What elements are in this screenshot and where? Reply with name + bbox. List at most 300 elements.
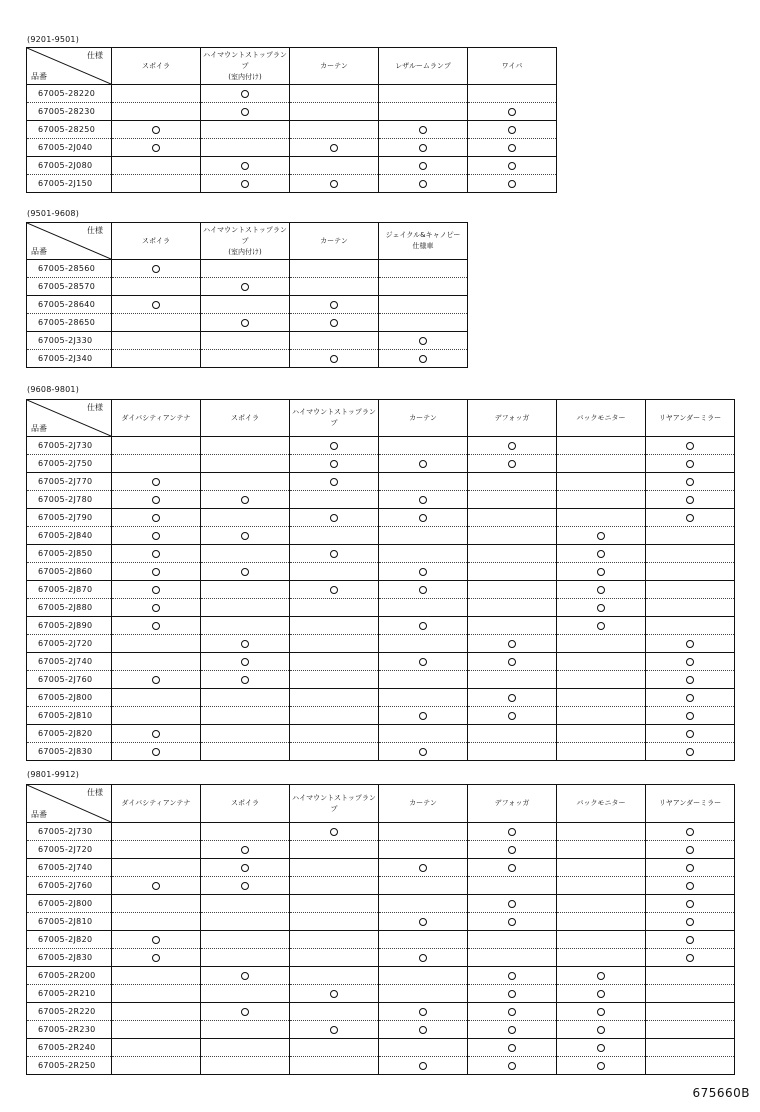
- table-row: [27, 967, 735, 985]
- spec-cell: [557, 1057, 646, 1075]
- circle-mark-icon: [152, 622, 160, 630]
- table-row: [27, 157, 557, 175]
- spec-cell: [379, 545, 468, 563]
- circle-mark-icon: [597, 622, 605, 630]
- circle-mark-icon: [686, 882, 694, 890]
- spec-cell: [290, 743, 379, 761]
- part-number: 67005-2J780: [27, 491, 112, 509]
- spec-cell: [468, 823, 557, 841]
- spec-cell: [557, 599, 646, 617]
- spec-cell: [290, 1057, 379, 1075]
- part-number: 67005-28560: [27, 260, 112, 278]
- part-number: 67005-2J830: [27, 743, 112, 761]
- circle-mark-icon: [686, 828, 694, 836]
- spec-cell: [201, 581, 290, 599]
- circle-mark-icon: [508, 1062, 516, 1070]
- spec-cell: [379, 1021, 468, 1039]
- spec-cell: [557, 725, 646, 743]
- circle-mark-icon: [508, 918, 516, 926]
- spec-cell: [290, 473, 379, 491]
- table-row: [27, 949, 735, 967]
- spec-cell: [290, 278, 379, 296]
- spec-cell: [112, 877, 201, 895]
- circle-mark-icon: [330, 319, 338, 327]
- column-header: スポイラ: [201, 400, 290, 437]
- spec-cell: [379, 157, 468, 175]
- spec-cell: [557, 823, 646, 841]
- spec-cell: [201, 1057, 290, 1075]
- spec-cell: [290, 85, 379, 103]
- spec-cell: [379, 877, 468, 895]
- spec-cell: [290, 859, 379, 877]
- column-header: バックモニター: [557, 785, 646, 823]
- spec-cell: [646, 743, 735, 761]
- column-header: カーテン: [290, 48, 379, 85]
- spec-cell: [646, 473, 735, 491]
- spec-cell: [112, 599, 201, 617]
- circle-mark-icon: [241, 283, 249, 291]
- spec-cell: [201, 617, 290, 635]
- spec-cell: [379, 599, 468, 617]
- circle-mark-icon: [419, 355, 427, 363]
- spec-cell: [468, 1021, 557, 1039]
- circle-mark-icon: [241, 162, 249, 170]
- spec-cell: [201, 635, 290, 653]
- spec-cell: [379, 617, 468, 635]
- part-number: 67005-2J830: [27, 949, 112, 967]
- spec-cell: [201, 689, 290, 707]
- circle-mark-icon: [597, 550, 605, 558]
- spec-cell: [290, 877, 379, 895]
- table-row: [27, 581, 735, 599]
- spec-cell: [646, 823, 735, 841]
- spec-cell: [646, 491, 735, 509]
- circle-mark-icon: [508, 442, 516, 450]
- circle-mark-icon: [241, 972, 249, 980]
- circle-mark-icon: [330, 355, 338, 363]
- circle-mark-icon: [686, 900, 694, 908]
- circle-mark-icon: [152, 676, 160, 684]
- table-row: [27, 563, 735, 581]
- spec-cell: [201, 437, 290, 455]
- circle-mark-icon: [330, 514, 338, 522]
- spec-cell: [290, 671, 379, 689]
- table-row: [27, 103, 557, 121]
- spec-cell: [201, 121, 290, 139]
- circle-mark-icon: [152, 882, 160, 890]
- circle-mark-icon: [241, 676, 249, 684]
- spec-cell: [112, 278, 201, 296]
- spec-cell: [112, 913, 201, 931]
- table-row: [27, 707, 735, 725]
- header-row: [27, 400, 735, 437]
- circle-mark-icon: [508, 990, 516, 998]
- circle-mark-icon: [419, 586, 427, 594]
- spec-cell: [379, 121, 468, 139]
- part-number: 67005-2J810: [27, 707, 112, 725]
- circle-mark-icon: [241, 90, 249, 98]
- spec-cell: [379, 841, 468, 859]
- spec-cell: [112, 1057, 201, 1075]
- circle-mark-icon: [508, 144, 516, 152]
- circle-mark-icon: [686, 954, 694, 962]
- spec-cell: [112, 260, 201, 278]
- column-header: ダイバシティアンテナ: [112, 400, 201, 437]
- table-row: [27, 296, 468, 314]
- spec-cell: [557, 985, 646, 1003]
- spec-cell: [201, 707, 290, 725]
- spec-cell: [468, 175, 557, 193]
- table-row: [27, 1039, 735, 1057]
- spec-cell: [557, 653, 646, 671]
- spec-cell: [646, 1021, 735, 1039]
- spec-cell: [290, 1039, 379, 1057]
- spec-cell: [379, 491, 468, 509]
- spec-cell: [112, 1003, 201, 1021]
- spec-cell: [468, 967, 557, 985]
- circle-mark-icon: [686, 748, 694, 756]
- spec-cell: [557, 967, 646, 985]
- spec-cell: [646, 455, 735, 473]
- spec-cell: [201, 949, 290, 967]
- circle-mark-icon: [597, 586, 605, 594]
- circle-mark-icon: [419, 918, 427, 926]
- spec-cell: [112, 841, 201, 859]
- spec-cell: [290, 653, 379, 671]
- spec-cell: [379, 278, 468, 296]
- spec-cell: [468, 653, 557, 671]
- spec-cell: [557, 707, 646, 725]
- spec-cell: [112, 671, 201, 689]
- part-number: 67005-2J730: [27, 823, 112, 841]
- spec-cell: [201, 913, 290, 931]
- part-number: 67005-2J860: [27, 563, 112, 581]
- spec-cell: [379, 139, 468, 157]
- spec-cell: [468, 1039, 557, 1057]
- circle-mark-icon: [241, 180, 249, 188]
- circle-mark-icon: [597, 1008, 605, 1016]
- spec-cell: [379, 653, 468, 671]
- table-row: [27, 743, 735, 761]
- spec-cell: [646, 985, 735, 1003]
- spec-cell: [468, 931, 557, 949]
- circle-mark-icon: [597, 990, 605, 998]
- circle-mark-icon: [686, 918, 694, 926]
- table-row: [27, 671, 735, 689]
- circle-mark-icon: [686, 730, 694, 738]
- spec-cell: [468, 707, 557, 725]
- spec-cell: [201, 260, 290, 278]
- spec-cell: [557, 617, 646, 635]
- spec-cell: [290, 296, 379, 314]
- circle-mark-icon: [241, 882, 249, 890]
- spec-cell: [379, 332, 468, 350]
- corner-header: [27, 48, 112, 85]
- circle-mark-icon: [330, 1026, 338, 1034]
- spec-cell: [112, 653, 201, 671]
- spec-cell: [290, 1021, 379, 1039]
- column-header: ハイマウントストップランプ (室内付け): [201, 48, 290, 85]
- table-row: [27, 332, 468, 350]
- part-number: 67005-2J790: [27, 509, 112, 527]
- circle-mark-icon: [508, 900, 516, 908]
- table-row: [27, 473, 735, 491]
- circle-mark-icon: [152, 730, 160, 738]
- circle-mark-icon: [152, 532, 160, 540]
- table-row: [27, 859, 735, 877]
- column-header: ジェイクル&キャノピー 仕様車: [379, 223, 468, 260]
- part-number: 67005-28640: [27, 296, 112, 314]
- period-label: (9608-9801): [27, 385, 80, 394]
- spec-cell: [379, 859, 468, 877]
- circle-mark-icon: [419, 126, 427, 134]
- spec-cell: [379, 296, 468, 314]
- spec-cell: [468, 689, 557, 707]
- spec-cell: [379, 581, 468, 599]
- column-header: ダイバシティアンテナ: [112, 785, 201, 823]
- document-id: 675660B: [692, 1086, 750, 1100]
- spec-cell: [112, 563, 201, 581]
- column-header: カーテン: [379, 785, 468, 823]
- spec-cell: [379, 743, 468, 761]
- spec-cell: [112, 725, 201, 743]
- part-number: 67005-28650: [27, 314, 112, 332]
- table-row: [27, 437, 735, 455]
- spec-cell: [201, 491, 290, 509]
- header-row: [27, 48, 557, 85]
- spec-cell: [557, 455, 646, 473]
- circle-mark-icon: [419, 1008, 427, 1016]
- spec-cell: [112, 931, 201, 949]
- spec-table: [26, 47, 557, 193]
- circle-mark-icon: [241, 846, 249, 854]
- spec-cell: [201, 1039, 290, 1057]
- spec-cell: [379, 1003, 468, 1021]
- circle-mark-icon: [419, 712, 427, 720]
- spec-cell: [557, 509, 646, 527]
- part-number: 67005-2J760: [27, 877, 112, 895]
- spec-cell: [112, 509, 201, 527]
- spec-cell: [201, 455, 290, 473]
- spec-cell: [290, 527, 379, 545]
- spec-cell: [201, 1003, 290, 1021]
- spec-cell: [646, 931, 735, 949]
- spec-cell: [646, 599, 735, 617]
- table-row: [27, 653, 735, 671]
- spec-cell: [468, 877, 557, 895]
- spec-cell: [290, 260, 379, 278]
- spec-cell: [201, 967, 290, 985]
- spec-cell: [112, 350, 201, 368]
- spec-cell: [468, 527, 557, 545]
- spec-cell: [112, 175, 201, 193]
- spec-cell: [379, 455, 468, 473]
- part-number: 67005-2J080: [27, 157, 112, 175]
- spec-cell: [290, 967, 379, 985]
- spec-cell: [290, 455, 379, 473]
- table-row: [27, 1021, 735, 1039]
- column-header: ワイパ: [468, 48, 557, 85]
- spec-cell: [201, 103, 290, 121]
- column-header: レザルームランプ: [379, 48, 468, 85]
- spec-cell: [557, 931, 646, 949]
- spec-cell: [468, 1057, 557, 1075]
- circle-mark-icon: [597, 1026, 605, 1034]
- circle-mark-icon: [686, 936, 694, 944]
- table-row: [27, 491, 735, 509]
- part-number-label: 品番: [31, 810, 47, 819]
- spec-cell: [646, 725, 735, 743]
- part-number: 67005-2J800: [27, 895, 112, 913]
- spec-label: 仕様: [87, 226, 103, 235]
- spec-cell: [557, 581, 646, 599]
- spec-cell: [290, 895, 379, 913]
- circle-mark-icon: [508, 460, 516, 468]
- spec-cell: [646, 967, 735, 985]
- spec-cell: [112, 527, 201, 545]
- spec-cell: [112, 1039, 201, 1057]
- circle-mark-icon: [152, 514, 160, 522]
- spec-cell: [646, 895, 735, 913]
- spec-cell: [379, 671, 468, 689]
- spec-table: [26, 222, 468, 368]
- spec-cell: [557, 671, 646, 689]
- spec-cell: [557, 527, 646, 545]
- spec-cell: [112, 314, 201, 332]
- circle-mark-icon: [508, 864, 516, 872]
- circle-mark-icon: [419, 748, 427, 756]
- part-number-label: 品番: [31, 424, 47, 433]
- table-row: [27, 455, 735, 473]
- circle-mark-icon: [241, 640, 249, 648]
- spec-cell: [201, 985, 290, 1003]
- spec-cell: [646, 877, 735, 895]
- spec-cell: [112, 617, 201, 635]
- spec-cell: [468, 139, 557, 157]
- circle-mark-icon: [241, 108, 249, 116]
- column-header: ハイマウントストップランプ (室内付け): [201, 223, 290, 260]
- circle-mark-icon: [330, 990, 338, 998]
- spec-cell: [112, 545, 201, 563]
- circle-mark-icon: [686, 640, 694, 648]
- spec-cell: [290, 599, 379, 617]
- part-number: 67005-2J730: [27, 437, 112, 455]
- spec-cell: [379, 437, 468, 455]
- table-row: [27, 545, 735, 563]
- spec-cell: [379, 823, 468, 841]
- part-number: 67005-2J820: [27, 725, 112, 743]
- table-row: [27, 689, 735, 707]
- spec-cell: [557, 895, 646, 913]
- spec-cell: [557, 743, 646, 761]
- spec-cell: [201, 725, 290, 743]
- spec-cell: [290, 725, 379, 743]
- spec-cell: [646, 1057, 735, 1075]
- spec-cell: [379, 1039, 468, 1057]
- header-row: [27, 223, 468, 260]
- spec-cell: [557, 1039, 646, 1057]
- spec-cell: [468, 545, 557, 563]
- spec-cell: [290, 139, 379, 157]
- column-header: リヤアンダーミラー: [646, 785, 735, 823]
- spec-cell: [112, 635, 201, 653]
- corner-header: [27, 223, 112, 260]
- spec-cell: [646, 1003, 735, 1021]
- spec-table: [26, 399, 735, 761]
- spec-cell: [290, 350, 379, 368]
- spec-cell: [379, 260, 468, 278]
- spec-cell: [646, 509, 735, 527]
- spec-cell: [201, 823, 290, 841]
- circle-mark-icon: [508, 828, 516, 836]
- circle-mark-icon: [241, 864, 249, 872]
- circle-mark-icon: [419, 162, 427, 170]
- table-row: [27, 1057, 735, 1075]
- circle-mark-icon: [419, 496, 427, 504]
- spec-cell: [468, 121, 557, 139]
- table-row: [27, 985, 735, 1003]
- corner-header: [27, 400, 112, 437]
- table-row: [27, 635, 735, 653]
- spec-cell: [112, 473, 201, 491]
- circle-mark-icon: [419, 658, 427, 666]
- spec-cell: [557, 859, 646, 877]
- table-row: [27, 1003, 735, 1021]
- circle-mark-icon: [419, 1026, 427, 1034]
- part-number: 67005-2J740: [27, 859, 112, 877]
- spec-cell: [646, 913, 735, 931]
- spec-cell: [468, 85, 557, 103]
- part-number: 67005-2J800: [27, 689, 112, 707]
- spec-cell: [557, 473, 646, 491]
- table-row: [27, 139, 557, 157]
- spec-cell: [379, 509, 468, 527]
- table-row: [27, 599, 735, 617]
- circle-mark-icon: [330, 144, 338, 152]
- spec-cell: [201, 332, 290, 350]
- circle-mark-icon: [508, 126, 516, 134]
- spec-cell: [557, 949, 646, 967]
- spec-cell: [290, 563, 379, 581]
- circle-mark-icon: [597, 532, 605, 540]
- circle-mark-icon: [508, 1008, 516, 1016]
- circle-mark-icon: [152, 748, 160, 756]
- spec-cell: [557, 689, 646, 707]
- spec-cell: [468, 437, 557, 455]
- spec-cell: [557, 635, 646, 653]
- part-number: 67005-2J870: [27, 581, 112, 599]
- spec-cell: [646, 635, 735, 653]
- spec-cell: [290, 314, 379, 332]
- circle-mark-icon: [152, 496, 160, 504]
- spec-cell: [112, 1021, 201, 1039]
- table-row: [27, 841, 735, 859]
- circle-mark-icon: [152, 936, 160, 944]
- spec-cell: [112, 455, 201, 473]
- spec-cell: [290, 689, 379, 707]
- spec-cell: [379, 350, 468, 368]
- spec-cell: [201, 350, 290, 368]
- circle-mark-icon: [597, 1044, 605, 1052]
- circle-mark-icon: [419, 180, 427, 188]
- spec-cell: [468, 581, 557, 599]
- spec-cell: [290, 545, 379, 563]
- table-row: [27, 725, 735, 743]
- spec-cell: [290, 841, 379, 859]
- circle-mark-icon: [597, 568, 605, 576]
- part-number: 67005-2J720: [27, 841, 112, 859]
- spec-cell: [201, 278, 290, 296]
